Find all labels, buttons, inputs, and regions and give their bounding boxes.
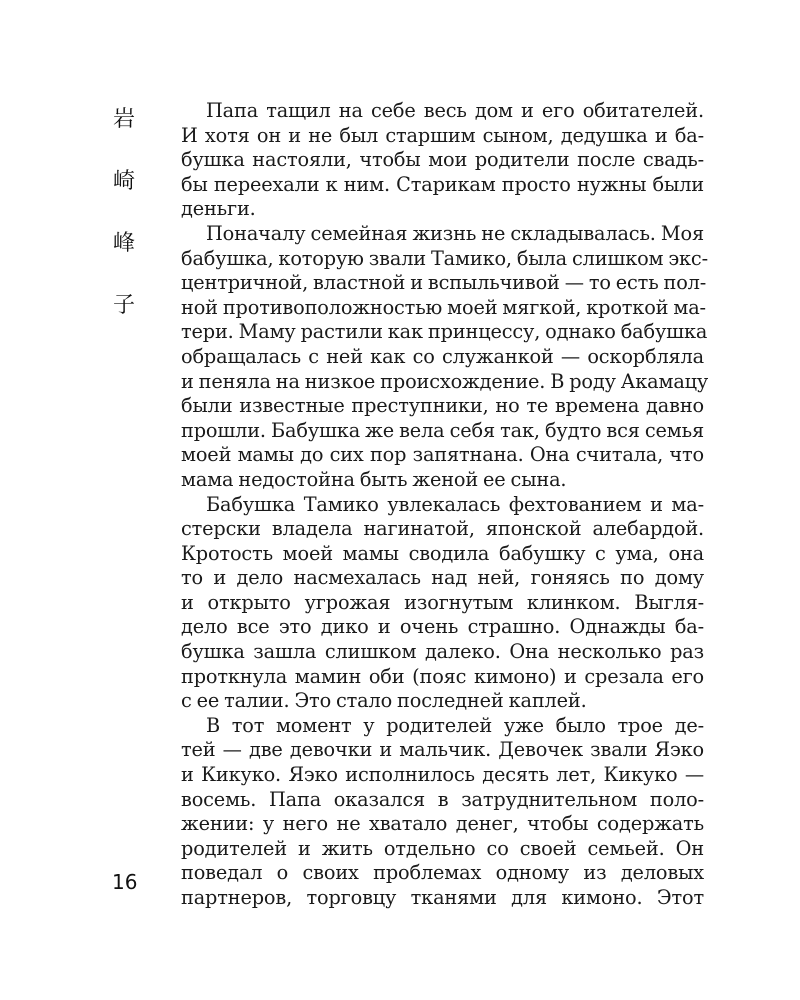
text-line: бы переехали к ним. Старикам просто нужны были	[181, 172, 704, 196]
text-line: бушка зашла слишком далеко. Она несколько раз	[181, 640, 704, 664]
text-line: восемь. Папа оказался в затруднительном поло-	[181, 787, 704, 811]
text-line: и Кикуко. Яэко исполнилось десять лет, Кикуко —	[181, 763, 704, 787]
text-line: Папа тащил на себе весь дом и его обитателей.	[206, 99, 704, 122]
running-title-char: 峰	[112, 231, 135, 256]
text-line: партнеров, торговцу тканями для кимоно. Этот	[181, 886, 704, 909]
running-title-char: 崎	[112, 169, 135, 194]
text-line: бабушка, которую звали Тамико, была слишком экс-	[181, 246, 708, 270]
text-line: мама недостойна быть женой ее сына.	[181, 467, 567, 491]
text-line: стерски владела нагинатой, японской алебардой.	[181, 517, 704, 541]
text-line: и пеняла на низкое происхождение. В роду Акамацу	[181, 369, 709, 393]
text-line: центричной, властной и вспыльчивой — то есть пол-	[181, 271, 707, 295]
text-line: поведал о своих проблемах одному из деловых	[181, 861, 704, 885]
text-line: родителей и жить отдельно со своей семьей. Он	[181, 836, 704, 860]
text-line: Кротость моей мамы сводила бабушку с ума, она	[181, 541, 704, 565]
text-line: бушка настояли, чтобы мои родители после свадь-	[181, 148, 704, 172]
text-line: жении: у него не хватало денег, чтобы содержать	[181, 812, 704, 836]
text-line: дело все это дико и очень страшно. Однажды ба-	[181, 615, 704, 639]
text-line: ной противоположностью моей мягкой, кроткой ма-	[181, 295, 706, 319]
text-line: тери. Маму растили как принцессу, однако бабушка	[181, 320, 708, 344]
text-line: прошли. Бабушка же вела себя так, будто вся семья	[181, 418, 704, 442]
body-text	[181, 99, 709, 911]
running-title-char: 岩	[112, 107, 135, 132]
text-line: обращалась с ней как со служанкой — оскорбляла	[181, 344, 704, 368]
text-line: В тот момент у родителей уже было трое де-	[206, 713, 704, 737]
text-line: то и дело насмехалась над ней, гоняясь по дому	[181, 566, 704, 590]
page-number: 16	[112, 870, 138, 894]
text-line: были известные преступники, но те времена давно	[181, 394, 704, 418]
text-line: с ее талии. Это стало последней каплей.	[181, 689, 587, 713]
text-line: Бабушка Тамико увлекалась фехтованием и ма-	[206, 492, 704, 516]
text-line: И хотя он и не был старшим сыном, дедушка и ба-	[181, 123, 704, 147]
text-line: тей — две девочки и мальчик. Девочек звали Яэко	[181, 738, 704, 762]
text-line: моей мамы до сих пор запятнана. Она считала, что	[181, 443, 704, 467]
text-line: Поначалу семейная жизнь не складывалась. Моя	[206, 221, 704, 245]
text-line: проткнула мамин оби (пояс кимоно) и срезала его	[181, 664, 704, 688]
running-title-vertical	[104, 100, 144, 348]
running-title-char: 子	[112, 293, 135, 318]
text-line: и открыто угрожая изогнутым клинком. Выгля-	[181, 590, 704, 614]
text-line: деньги.	[181, 197, 256, 221]
